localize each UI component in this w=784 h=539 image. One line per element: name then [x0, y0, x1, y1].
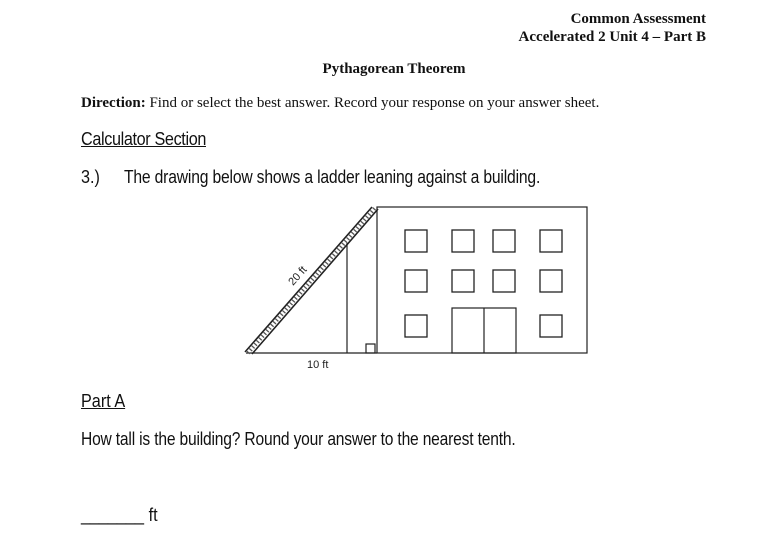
question-prompt: How tall is the building? Round your answer to the nearest tenth. — [81, 429, 516, 449]
page-title: Pythagorean Theorem — [322, 61, 466, 77]
right-angle-marker — [366, 344, 375, 353]
window — [452, 230, 474, 252]
ladder-building-figure — [240, 200, 600, 375]
window — [405, 315, 427, 337]
window — [540, 315, 562, 337]
base-length-label: 10 ft — [307, 359, 329, 371]
ladder — [245, 207, 378, 354]
window — [405, 270, 427, 292]
direction-label: Direction: — [81, 95, 146, 111]
ladder-length-label: 20 ft — [286, 264, 310, 289]
blank-line: _______ — [81, 505, 145, 525]
window — [493, 230, 515, 252]
direction-text: Find or select the best answer. Record your response on your answer sheet. — [145, 95, 600, 111]
question-number: 3.) — [81, 167, 100, 187]
window — [405, 230, 427, 252]
question-text: The drawing below shows a ladder leaning against a building. — [124, 167, 541, 187]
window — [540, 270, 562, 292]
window — [493, 270, 515, 292]
assessment-header-unit: Accelerated 2 Unit 4 – Part B — [518, 29, 706, 45]
direction-line — [81, 95, 599, 112]
window — [452, 270, 474, 292]
answer-blank — [81, 505, 158, 526]
assessment-header-title: Common Assessment — [570, 11, 706, 27]
part-a-heading: Part A — [81, 391, 126, 411]
answer-unit: ft — [144, 505, 158, 525]
window — [540, 230, 562, 252]
section-heading: Calculator Section — [81, 129, 206, 149]
